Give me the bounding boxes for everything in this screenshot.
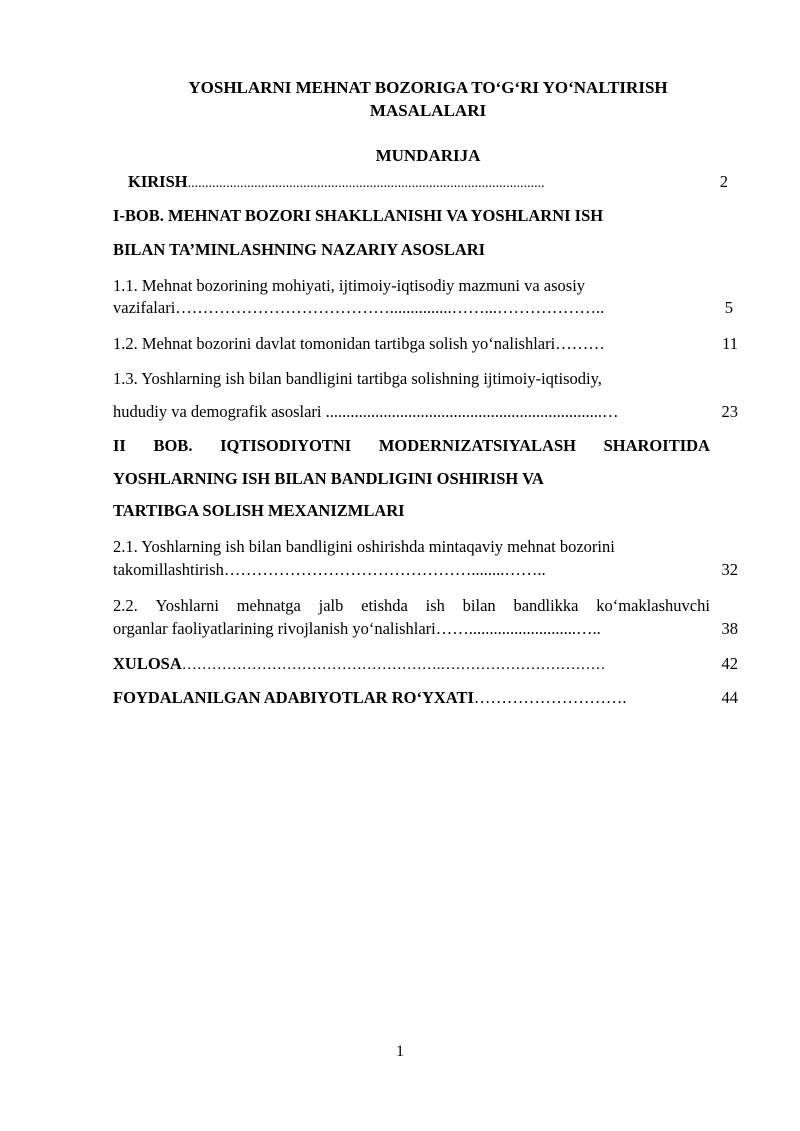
toc-entry-1-3-line-1[interactable]: 1.3. Yoshlarning ish bilan bandligini tartibga solishning ijtimoiy-iqtisodiy, — [113, 369, 602, 388]
toc-leader-dots: ...................................................................................................... — [187, 176, 545, 191]
word: SHAROITIDA — [603, 436, 710, 455]
toc-entry-1-1-line-2[interactable]: vazifalari…………………………………...............……...……………….. — [113, 298, 605, 317]
toc-entry-1-3-line-2[interactable]: hududiy va demografik asoslari ...................................................................… — [113, 402, 619, 421]
word: MODERNIZATSIYALASH — [378, 436, 576, 455]
toc-chapter-2-line-1[interactable] — [113, 436, 710, 456]
word: bandlikka — [513, 596, 579, 615]
toc-leader-dots: …………………………………………….…………………………… — [181, 657, 606, 673]
toc-entry-2-2-line-1[interactable] — [113, 596, 710, 616]
word: etishda — [361, 596, 408, 615]
word: 2.2. — [113, 596, 138, 615]
toc-entry-xulosa[interactable] — [113, 654, 606, 674]
toc-chapter-1-line-1[interactable]: I-BOB. MEHNAT BOZORI SHAKLLANISHI VA YOSHLARNI ISH — [113, 206, 604, 225]
toc-entry-1-1-line-1[interactable]: 1.1. Mehnat bozorining mohiyati, ijtimoiy-iqtisodiy mazmuni va asosiy — [113, 276, 586, 295]
toc-page-number: 23 — [721, 402, 738, 421]
toc-chapter-2-line-3[interactable]: TARTIBGA SOLISH MEXANIZMLARI — [113, 501, 405, 520]
toc-heading: MUNDARIJA — [375, 146, 481, 165]
toc-entry-label: XULOSA — [113, 654, 182, 673]
toc-entry-1-2[interactable]: 1.2. Mehnat bozorini davlat tomonidan tartibga solish yo‘nalishlari……… — [113, 334, 605, 353]
word: IQTISODIYOTNI — [220, 436, 352, 455]
toc-entry-2-1-line-1[interactable]: 2.1. Yoshlarning ish bilan bandligini oshirishda mintaqaviy mehnat bozorini — [113, 537, 615, 556]
word: II — [113, 436, 126, 455]
toc-chapter-2-line-2[interactable]: YOSHLARNING ISH BILAN BANDLIGINI OSHIRISH VA — [113, 469, 544, 488]
toc-leader-dots: ………………………. — [473, 688, 627, 707]
title-line-2: MASALALARI — [369, 101, 487, 120]
toc-entry-label: KIRISH — [128, 172, 188, 191]
toc-page-number: 32 — [721, 560, 738, 579]
toc-entry-2-2-line-2[interactable]: organlar faoliyatlarining rivojlanish yo‘nalishlari……..........................….. — [113, 619, 601, 638]
toc-page-number: 44 — [721, 688, 738, 707]
toc-page-number: 5 — [724, 298, 733, 317]
title-line-1: YOSHLARNI MEHNAT BOZORIGA TO‘G‘RI YO‘NALTIRISH — [188, 78, 668, 97]
toc-chapter-1-line-2[interactable]: BILAN TA’MINLASHNING NAZARIY ASOSLARI — [113, 240, 486, 259]
toc-entry-kirish[interactable] — [128, 172, 545, 192]
toc-page-number: 38 — [721, 619, 738, 638]
toc-page-number: 11 — [722, 334, 738, 353]
word: ko‘maklashuvchi — [596, 596, 710, 615]
toc-page-number: 42 — [721, 654, 738, 673]
page-number: 1 — [396, 1043, 404, 1060]
word: ish — [425, 596, 445, 615]
word: mehnatga — [236, 596, 301, 615]
toc-entry-2-1-line-2[interactable]: takomillashtirish………………………………………........…….. — [113, 560, 546, 579]
word: bilan — [462, 596, 496, 615]
document-title — [113, 76, 743, 122]
word: BOB. — [153, 436, 193, 455]
word: jalb — [318, 596, 344, 615]
toc-page-number: 2 — [719, 172, 728, 191]
word: Yoshlarni — [155, 596, 219, 615]
toc-entry-adabiyotlar[interactable] — [113, 688, 627, 708]
toc-entry-label: FOYDALANILGAN ADABIYOTLAR RO‘YXATI — [113, 688, 474, 707]
